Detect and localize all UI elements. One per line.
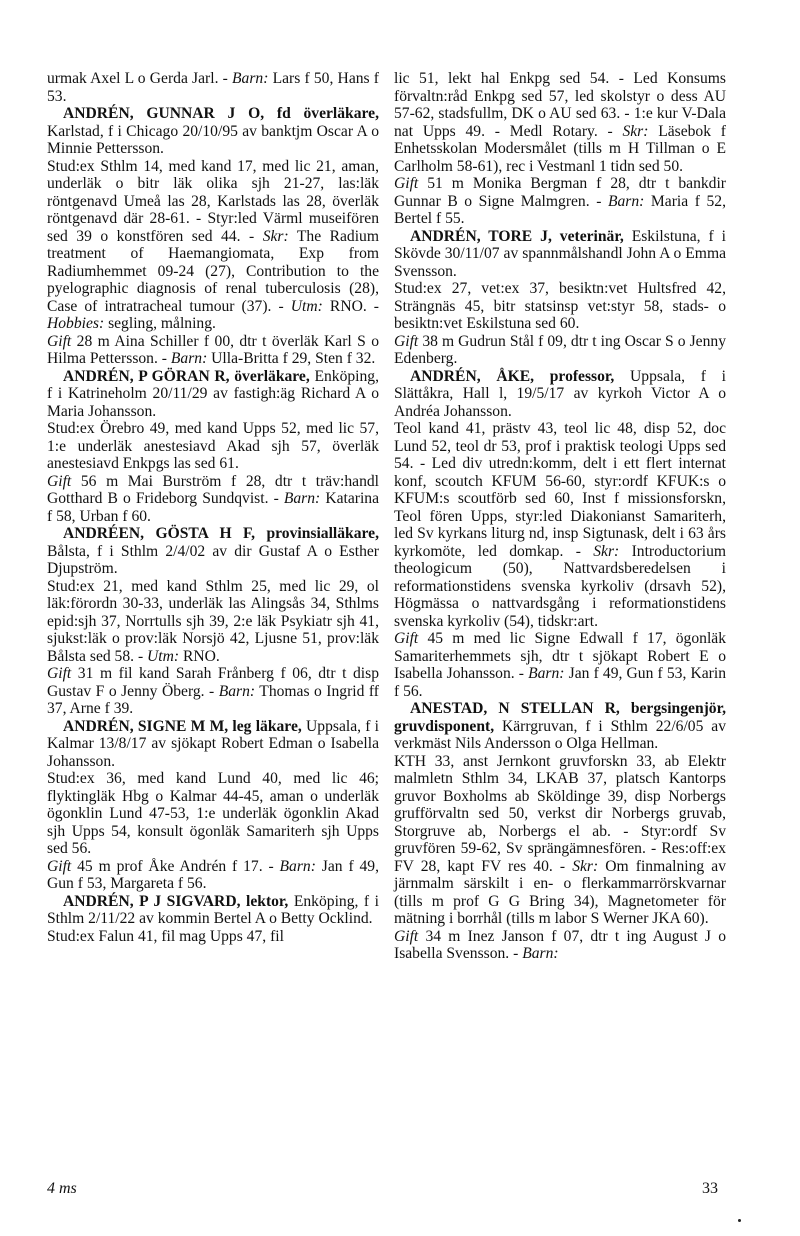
text-run: 34 m Inez Janson f 07, dtr t ing August J o Isabella Svensson. - (394, 927, 726, 962)
person-name: ANDRÉN, TORE J, (410, 227, 552, 245)
entry-body-paragraph (394, 175, 726, 228)
entry-heading-paragraph (394, 700, 726, 753)
entry-body-paragraph (394, 420, 726, 630)
text-run: Stud:ex Sthlm 14, med kand 17, med lic 21, aman, underläk o bitr läk olika sjh 21-27, las:läk röntgenavd Umeå las 28, Karlstads las 28, överläk röntgenavd där 28-61. - Styr:led Värml museifören sed 39 o konstfören sed 44. - (47, 157, 379, 245)
text-run: 38 m Gudrun Stål f 09, dtr t ing Oscar S o Jenny Edenberg. (394, 332, 726, 367)
text-run: urmak Axel L o Gerda Jarl. - (47, 70, 233, 87)
text-run: Maria f 52, Bertel f 55. (394, 192, 726, 227)
text-run: lic 51, lekt hal Enkpg sed 54. - Led Konsums förvaltn:råd Enkpg sed 57, led skolstyr o dess AU 57-62, stadsfullm, DK o AU sed 63. - 1:e kur V-Dala nat Upps 49. - Medl Rotary. - (394, 70, 726, 140)
text-run: Stud:ex Örebro 49, med kand Upps 52, med lic 57, 1:e underläk anestesiavd Akad sjh 57, överläk anestesiavd Enkpgs las sed 61. (47, 420, 379, 472)
entry-body-paragraph (47, 473, 379, 526)
page-number: 33 (702, 1180, 718, 1197)
entry-body-paragraph (394, 333, 726, 368)
person-name: ANESTAD, N STELLAN R, (410, 700, 620, 717)
text-run: RNO. (179, 647, 220, 665)
person-name: ANDRÉN, P J SIGVARD, (63, 892, 241, 910)
text-run: Kärrgruvan, f i Sthlm 22/6/05 av verkmäst Nils Andersson o Olga Hellman. (394, 717, 726, 752)
text-run: 56 m Mai Burström f 28, dtr t träv:handl Gotthard B o Frideborg Sundqvist. - (47, 472, 379, 507)
text-run: 45 m prof Åke Andrén f 17. - (71, 857, 280, 875)
text-run: Ulla-Britta f 29, Sten f 32. (207, 350, 376, 367)
entry-heading-paragraph (47, 718, 379, 771)
field-label: Barn: (218, 682, 256, 700)
text-run: Lars f 50, Hans f 53. (47, 70, 379, 105)
text-run: Jan f 49, Gun f 53, Karin f 56. (394, 665, 726, 700)
entry-body-paragraph (47, 158, 379, 333)
person-name: ANDRÉN, SIGNE M M, (63, 717, 229, 735)
field-label: Skr: (262, 227, 289, 245)
text-run: Stud:ex Falun 41, fil mag Upps 47, fil (47, 927, 284, 945)
field-label: Hobbies: (47, 315, 105, 332)
text-run: Stud:ex 21, med kand Sthlm 25, med lic 29, ol läk:förordn 30-33, underläk las Alingsås 34, Sthlms epid:sjh 37, Norrtulls sjh 39, 2:e läk Psykiatr sjh 41, sjukst:läk o prov:läk Norsjö 42, Ljusne 51, prov:läk Bålsta sed 58. - (47, 577, 379, 665)
text-run: Stud:ex 27, vet:ex 37, besiktn:vet Hultsfred 42, Strängnäs 45, bitr statsinsp vet:styr 58, stads- o besiktn:vet Eskilstuna sed 60. (394, 280, 726, 332)
person-title: provinsialläkare, (255, 525, 379, 542)
entry-body-paragraph (394, 753, 726, 928)
field-label: Gift (394, 927, 419, 945)
field-label: Barn: (279, 857, 316, 875)
field-label: Barn: (522, 945, 559, 962)
text-run: Om finmalning av järnmalm särskilt i en- o flerkammarrörskvarnar (tills m prof G G Bring 34), Magnetometer för mätning i borrhål (tills m labor S Werner JKA 60). (394, 857, 726, 927)
text-run: Läsebok f Enhetsskolan Modersmålet (tills m H Tillman o E Carlholm 58-61), rec i Vestmanl 1 tidn sed 50. (394, 122, 726, 175)
field-label: Gift (47, 665, 72, 682)
field-label: Gift (394, 175, 419, 192)
person-name: ANDRÉN, GUNNAR J O, (63, 105, 265, 122)
person-title: veterinär, (551, 227, 624, 245)
text-run: Katarina f 58, Urban f 60. (47, 490, 379, 525)
field-label: Gift (47, 332, 72, 350)
text-run: Karlstad, f i Chicago 20/10/95 av banktjm Oscar A o Minnie Pettersson. (47, 122, 379, 157)
entry-body-paragraph (47, 858, 379, 893)
text-run: The Radium treatment of Haemangiomata, Exp from Radiumhemmet 09-24 (27), Contribution to the pyelographic diagnosis of renal tuberculosis (28), Case of intratracheal tumour (37). - (47, 227, 379, 315)
text-run: Eskilstuna, f i Skövde 30/11/07 av spannmålshandl John A o Emma Svensson. (394, 227, 727, 280)
text-run: Enköping, f i Sthlm 2/11/22 av kommin Bertel A o Betty Ocklind. (47, 892, 379, 927)
field-label: Barn: (232, 70, 269, 87)
text-run: Introductorium theologicum (50), Nattvardsberedelsen i reformationstidens svenska kyrkoliv (drsavh 52), Högmässa o nattvardsgång i reformationstidens svenska kyrkoliv (54), tidskr:art. (394, 542, 726, 630)
field-label: Gift (47, 472, 72, 490)
person-name: ANDRÉN, P GÖRAN R, (63, 367, 230, 385)
text-run: RNO. - (322, 297, 380, 315)
field-label: Barn: (528, 665, 565, 682)
person-title: lektor, (240, 892, 289, 910)
entry-heading-paragraph (47, 368, 379, 421)
entry-body-paragraph (394, 630, 726, 700)
text-run: Teol kand 41, prästv 43, teol lic 48, disp 52, doc Lund 52, teol dr 53, prof i praktisk teologi Upps sed 54. - Led div utredn:komm, delt i ett flert internat konf, scoutch KFUM 56-60, styr:ordf KFUK:s o KFUM:s scoutförb sed 60, Inst f missionsforskn, Teol fören Upps, styr:led Diakonianst Samariterh, led Sv kyrkans liturg nd, insp Sigtunask, delt i 63 års kyrkomöte, led domkap. - (394, 420, 726, 560)
field-label: Barn: (170, 350, 208, 367)
entry-body-paragraph (47, 928, 379, 946)
person-title: leg läkare, (228, 717, 302, 735)
entry-body-paragraph (47, 333, 379, 368)
entry-body-paragraph (394, 70, 726, 175)
person-title: bergsingenjör, gruvdisponent, (394, 700, 726, 735)
field-label: Skr: (593, 542, 620, 560)
text-run: 45 m med lic Signe Edwall f 17, ögonläk Samariterhemmets sjh, dtr t sjökapt Robert E o Isabella Johansson. - (394, 630, 726, 682)
entry-heading-paragraph (47, 105, 379, 158)
field-label: Gift (47, 857, 72, 875)
person-name: ANDRÉN, ÅKE, (410, 367, 535, 385)
right-column (394, 70, 726, 963)
field-label: Skr: (572, 857, 599, 875)
field-label: Gift (394, 332, 419, 350)
text-run: Jan f 49, Gun f 53, Margareta f 56. (47, 857, 379, 892)
text-run: 31 m fil kand Sarah Frånberg f 06, dtr t disp Gustav F o Jenny Öberg. - (47, 665, 379, 700)
text-run: Uppsala, f i Kalmar 13/8/17 av sjökapt Robert Edman o Isabella Johansson. (47, 717, 380, 770)
text-run: Uppsala, f i Slättåkra, Hall l, 19/5/17 av kyrkoh Victor A o Andréa Johansson. (394, 367, 727, 420)
person-title: överläkare, (229, 367, 310, 385)
entry-body-paragraph (47, 70, 379, 105)
text-run: Thomas o Ingrid ff 37, Arne f 39. (47, 682, 379, 717)
text-run: KTH 33, anst Jernkont gruvforskn 33, ab Elektr malmletn Sthlm 34, LKAB 37, platsch Kantorps gruvor Boxholms ab Sköldinge 39, disp Norbergs grufförvaltn sed 50, verkst dir Norbergs gruvab, Storgruve ab, Norbergs el ab. - Styr:ordf Sv gruvfören 59-62, Sv sprängämnesfören. - Res:off:ex FV 28, kapt FV res 40. - (394, 752, 726, 875)
entry-body-paragraph (394, 280, 726, 333)
field-label: Barn: (607, 192, 645, 210)
entry-body-paragraph (47, 770, 379, 858)
speck-dot (738, 1219, 741, 1222)
text-run: segling, målning. (104, 315, 216, 332)
entry-heading-paragraph (394, 368, 726, 421)
field-label: Utm: (147, 647, 180, 665)
entry-body-paragraph (47, 578, 379, 666)
entry-heading-paragraph (394, 228, 726, 281)
text-run: Stud:ex 36, med kand Lund 40, med lic 46; flyktingläk Hbg o Kalmar 44-45, aman o underläk ögonklin Lund 47-53, 1:e underläk ögonklin Akad sjh Upps 54, konsult ögonläk Samariterh sjh Upps sed 56. (47, 770, 379, 857)
field-label: Gift (394, 630, 419, 647)
text-run: 51 m Monika Bergman f 28, dtr t bankdir Gunnar B o Signe Malmgren. - (394, 175, 726, 210)
signature-mark: 4 ms (47, 1180, 77, 1197)
person-title: professor, (534, 367, 615, 385)
field-label: Barn: (283, 490, 321, 507)
entry-heading-paragraph (47, 893, 379, 928)
field-label: Skr: (622, 122, 649, 140)
entry-body-paragraph (47, 420, 379, 473)
entry-heading-paragraph (47, 525, 379, 578)
text-run: Bålsta, f i Sthlm 2/4/02 av dir Gustaf A o Esther Djupström. (47, 542, 379, 577)
entry-body-paragraph (394, 928, 726, 963)
entry-body-paragraph (47, 665, 379, 718)
person-title: fd överläkare, (264, 105, 379, 122)
person-name: ANDRÉEN, GÖSTA H F, (63, 525, 256, 542)
left-column (47, 70, 379, 945)
text-run: Enköping, f i Katrineholm 20/11/29 av fastigh:äg Richard A o Maria Johansson. (47, 367, 379, 420)
field-label: Utm: (290, 297, 323, 315)
text-run: 28 m Aina Schiller f 00, dtr t överläk Karl S o Hilma Pettersson. - (47, 332, 379, 367)
